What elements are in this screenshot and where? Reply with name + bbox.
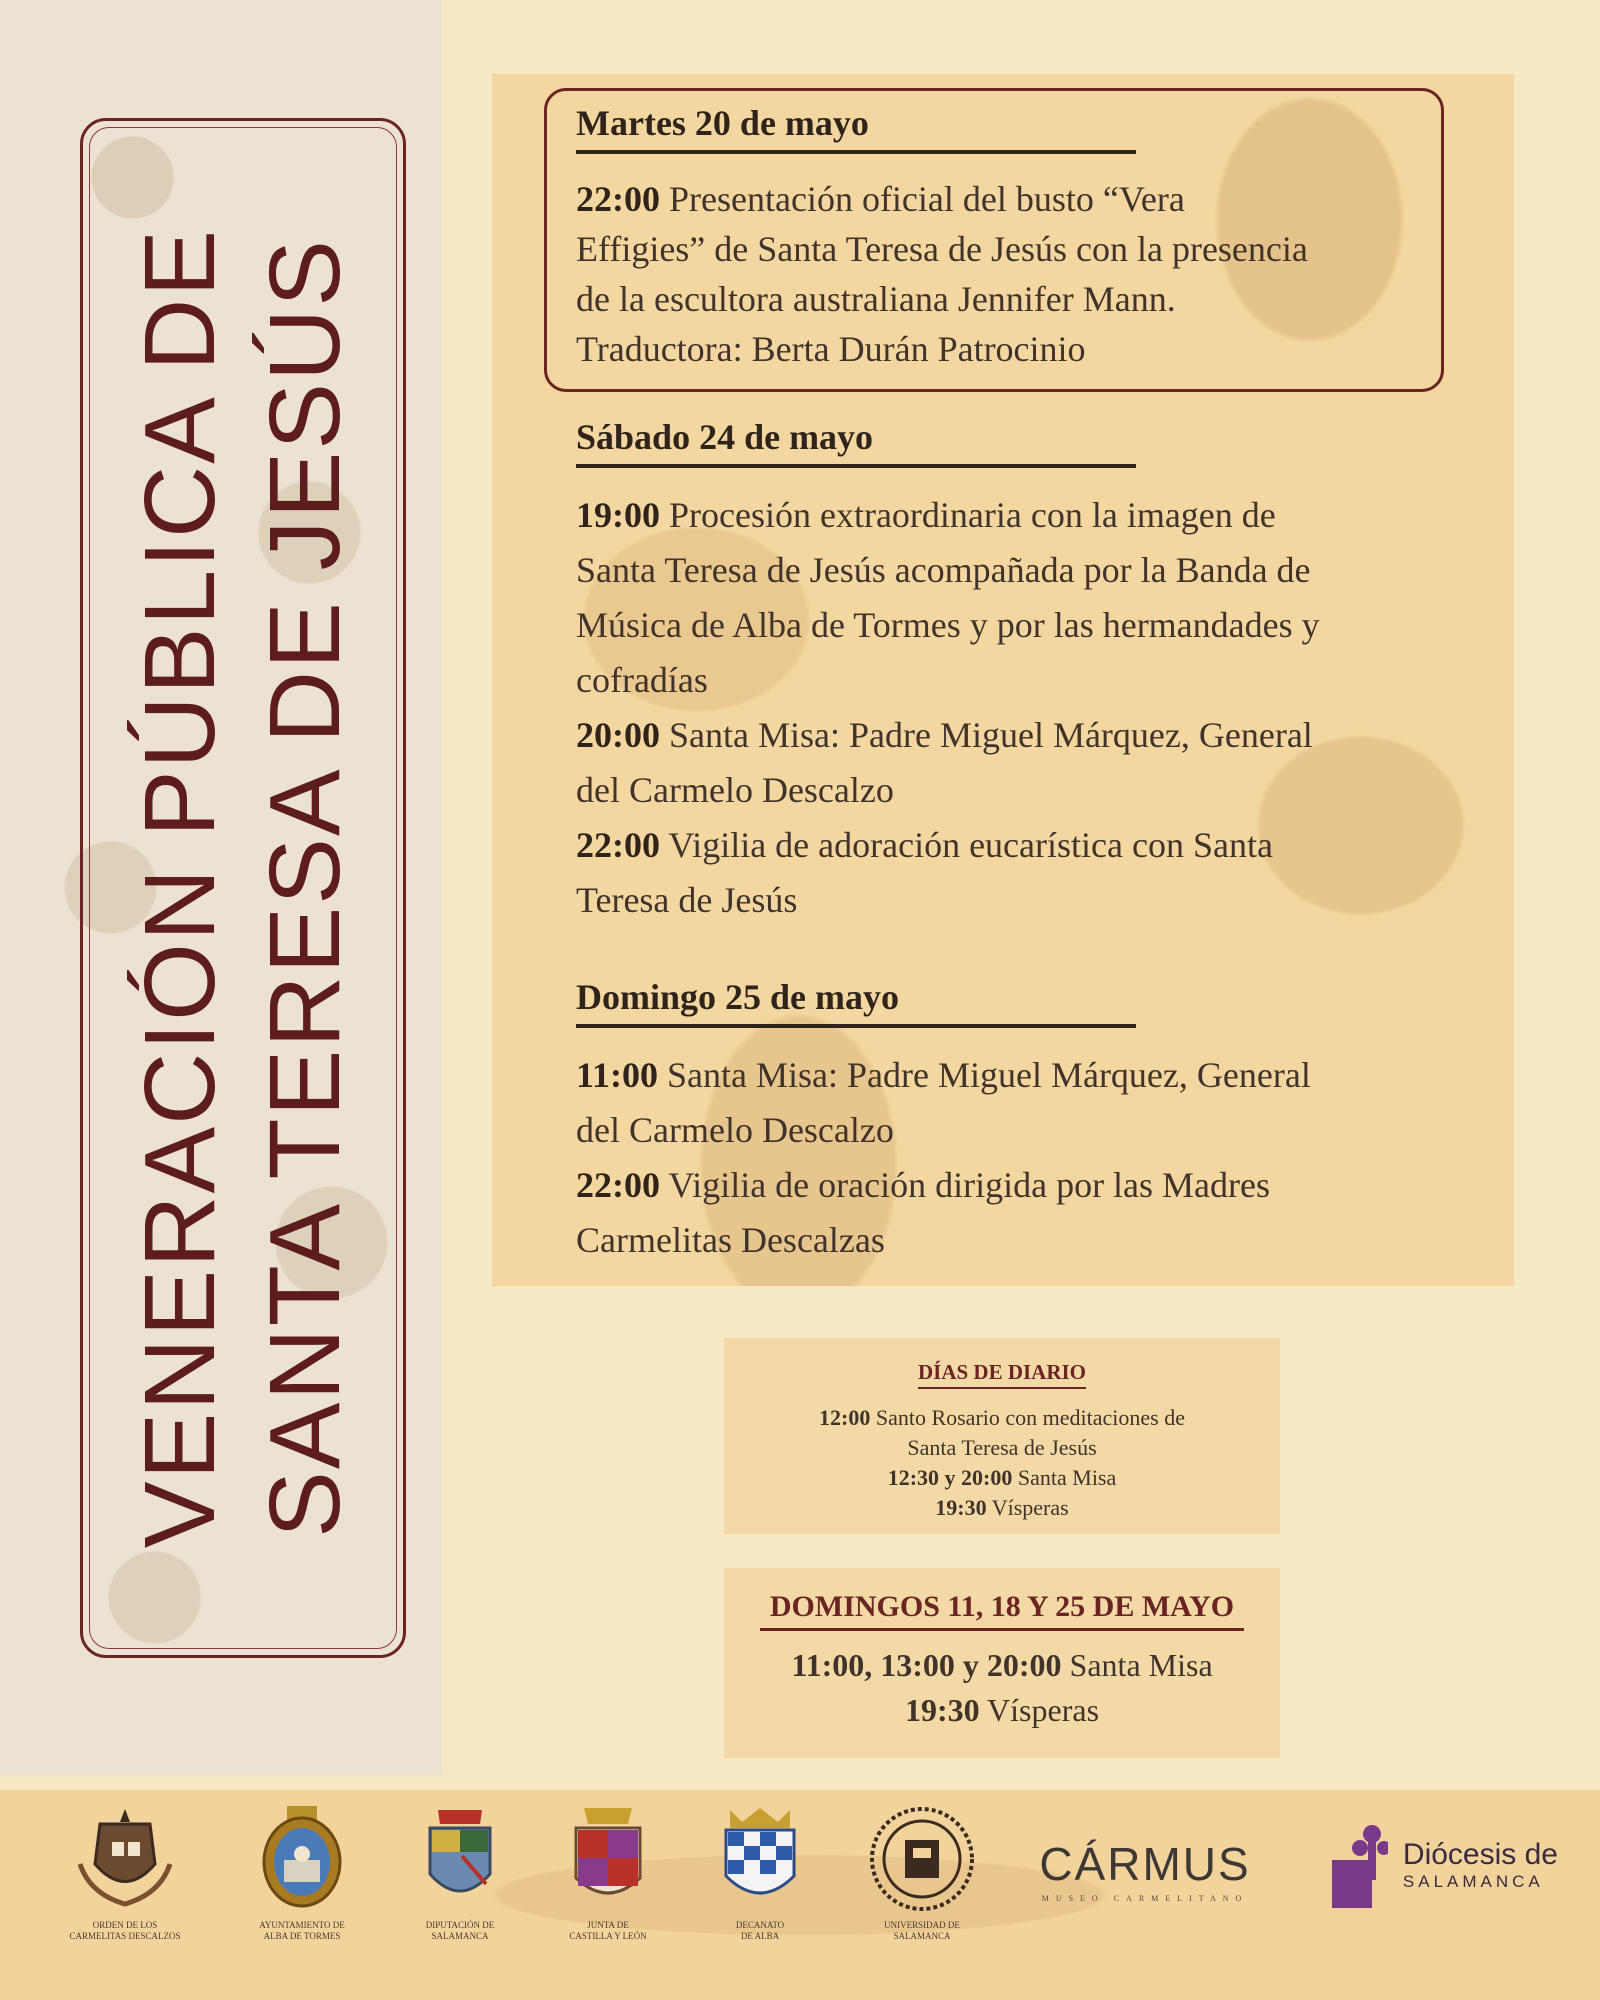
schedule-text: Santa Misa: [1012, 1465, 1117, 1490]
schedule-text: Vísperas: [979, 1692, 1100, 1728]
carmelitas-crest-icon: [70, 1804, 180, 1914]
event-entry: [576, 174, 1426, 224]
event-time: 22:00: [576, 179, 660, 219]
sunday-schedule-box: [724, 1568, 1280, 1758]
carmus-logo: [1030, 1804, 1260, 1903]
event-text: Procesión extraordinaria con la imagen de: [660, 495, 1276, 535]
logo-caption: DECANATO DE ALBA: [735, 1920, 785, 1941]
carmus-subtitle: MUSEO CARMELITANO: [1041, 1894, 1249, 1903]
castilla-leon-crest-icon: [568, 1804, 648, 1914]
event-time: 11:00: [576, 1055, 659, 1095]
diocesis-text: [1403, 1838, 1558, 1892]
schedule-time: 19:30: [935, 1495, 987, 1520]
diputacion-crest-icon: [420, 1804, 500, 1914]
weekday-heading: DÍAS DE DIARIO: [918, 1360, 1086, 1389]
schedule-line: [724, 1463, 1280, 1493]
sponsor-footer: [0, 1790, 1600, 2000]
event-text: de la escultora australiana Jennifer Mann.: [576, 279, 1176, 319]
event-time: 22:00: [576, 825, 660, 865]
schedule-text: Santo Rosario con meditaciones de: [870, 1405, 1185, 1430]
ayuntamiento-logo: [232, 1804, 372, 1942]
event-text: Vigilia de adoración eucarística con Santa: [660, 825, 1273, 865]
banner-title: [93, 143, 393, 1633]
schedule-text: Santa Misa: [1061, 1647, 1213, 1683]
day-section-sabado: [576, 416, 1426, 928]
logo-caption: ORDEN DE LOS CARMELITAS DESCALZOS: [69, 1920, 181, 1941]
diocesis-cross-icon: [1332, 1820, 1388, 1910]
day-heading: Domingo 25 de mayo: [576, 976, 1136, 1028]
event-time: 20:00: [576, 715, 660, 755]
logo-caption: DIPUTACIÓN DE SALAMANCA: [425, 1920, 495, 1941]
left-banner: [0, 0, 442, 1775]
event-time: 22:00: [576, 1165, 660, 1205]
schedule-time: 11:00, 13:00 y 20:00: [791, 1647, 1062, 1683]
event-entry: [576, 1158, 1426, 1213]
event-text: del Carmelo Descalzo: [576, 770, 894, 810]
schedule-time: 19:30: [904, 1692, 980, 1728]
event-text: Presentación oficial del busto “Vera: [660, 179, 1185, 219]
day-section-martes: [576, 102, 1426, 374]
carmelitas-logo: [50, 1804, 200, 1942]
junta-logo: [548, 1804, 668, 1942]
event-entry: [576, 1048, 1426, 1103]
diocesis-logo: [1318, 1804, 1558, 1910]
banner-title-line-1: VENERACIÓN PÚBLICA DE: [124, 227, 236, 1549]
event-text: Santa Misa: Padre Miguel Márquez, General: [658, 1055, 1311, 1095]
event-text: Effigies” de Santa Teresa de Jesús con la presencia: [576, 229, 1308, 269]
carmus-wordmark: CÁRMUS: [1039, 1838, 1251, 1890]
schedule-line: [724, 1403, 1280, 1433]
event-text: Santa Misa: Padre Miguel Márquez, General: [660, 715, 1313, 755]
event-text: Teresa de Jesús: [576, 880, 798, 920]
program-panel: [492, 74, 1514, 1286]
alba-de-tormes-crest-icon: [252, 1804, 352, 1914]
schedule-line: Santa Teresa de Jesús: [907, 1435, 1097, 1460]
logo-caption: AYUNTAMIENTO DE ALBA DE TORMES: [259, 1920, 345, 1941]
decanato-crest-icon: [718, 1804, 802, 1914]
schedule-time: 12:00: [819, 1405, 871, 1430]
logo-caption: JUNTA DE CASTILLA Y LEÓN: [569, 1920, 647, 1941]
sunday-heading: DOMINGOS 11, 18 Y 25 DE MAYO: [760, 1590, 1244, 1631]
schedule-line: [724, 1643, 1280, 1688]
weekday-schedule-box: [724, 1338, 1280, 1534]
banner-title-line-2: SANTA TERESA DE JESÚS: [249, 238, 361, 1538]
event-text: cofradías: [576, 660, 708, 700]
event-text: del Carmelo Descalzo: [576, 1110, 894, 1150]
diocesis-lockup: [1318, 1820, 1558, 1910]
event-text: Santa Teresa de Jesús acompañada por la Banda de: [576, 550, 1311, 590]
logo-caption: UNIVERSIDAD DE SALAMANCA: [884, 1920, 960, 1941]
diocesis-city: SALAMANCA: [1402, 1872, 1544, 1891]
universidad-seal-icon: [867, 1804, 977, 1914]
schedule-time: 12:30 y 20:00: [887, 1465, 1013, 1490]
event-text: Carmelitas Descalzas: [576, 1220, 885, 1260]
schedule-line: [724, 1688, 1280, 1733]
schedule-line: [724, 1493, 1280, 1523]
day-heading: Martes 20 de mayo: [576, 102, 1136, 154]
schedule-text: Vísperas: [986, 1495, 1069, 1520]
diputacion-logo: [400, 1804, 520, 1942]
diocesis-title: Diócesis de: [1402, 1838, 1558, 1871]
event-entry: [576, 488, 1426, 543]
day-heading: Sábado 24 de mayo: [576, 416, 1136, 468]
decanato-logo: [700, 1804, 820, 1942]
event-entry: [576, 708, 1426, 763]
event-text: Vigilia de oración dirigida por las Madres: [660, 1165, 1271, 1205]
event-text: Traductora: Berta Durán Patrocinio: [576, 329, 1086, 369]
day-section-domingo: [576, 976, 1426, 1268]
universidad-logo: [862, 1804, 982, 1942]
event-text: Música de Alba de Tormes y por las hermandades y: [576, 605, 1320, 645]
event-entry: [576, 818, 1426, 873]
event-time: 19:00: [576, 495, 660, 535]
